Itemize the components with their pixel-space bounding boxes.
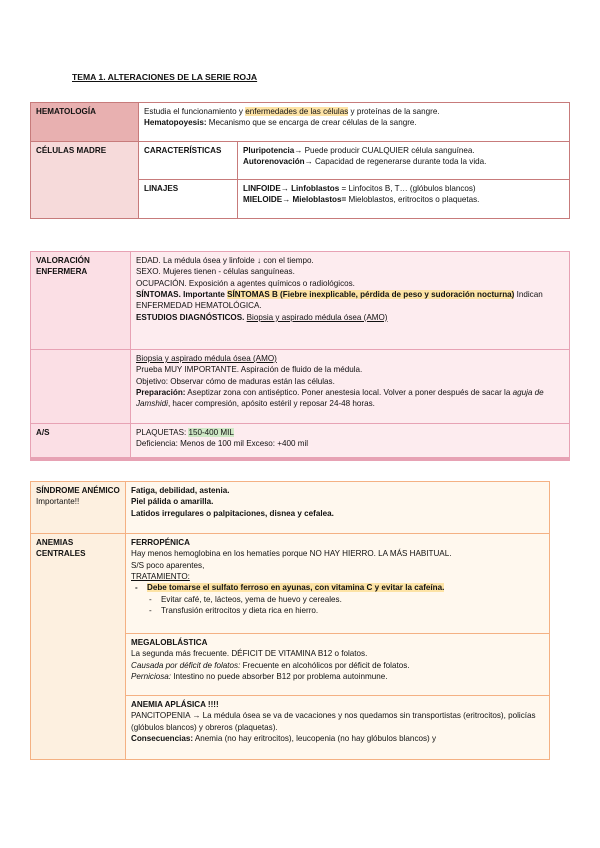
biopsia-value: Biopsia y aspirado médula ósea (AMO) Prueba MUY IMPORTANTE. Aspiración de fluido de la médula. Objetivo: Observar cómo de maduras están las células. Preparación: Aseptizar zona con antiséptico. Poner anestesia local. Volver a poner después de sacar la aguja de Jamshidi, hacer compresión, apósito estéril y reposar 24-48 horas. <box>131 350 570 424</box>
linajes-key: LINAJES <box>139 180 238 219</box>
anemias-key: ANEMIAS CENTRALES <box>31 534 126 760</box>
caracteristicas-value: Pluripotencia→ Puede producir CUALQUIER célula sanguínea. Autorenovación→ Capacidad de regenerarse durante toda la vida. <box>238 142 570 180</box>
aplasica-value: ANEMIA APLÁSICA !!!! PANCITOPENIA → La médula ósea se va de vacaciones y nos quedamos sin transportistas (eritrocitos), policías (glóbulos blancos) y obreros (plaquetas). Consecuencias: Anemia (no hay eritrocitos), leucopenia (no hay glóbulos blancos) y <box>126 696 550 760</box>
anemias-table <box>30 481 550 760</box>
as-value: PLAQUETAS: 150-400 MIL Deficiencia: Menos de 100 mil Exceso: +400 mil <box>131 424 570 459</box>
megaloblastica-value: MEGALOBLÁSTICA La segunda más frecuente. DÉFICIT DE VITAMINA B12 o folatos. Causada por déficit de folatos: Frecuente en alcohólicos por déficit de folatos. Perniciosa: Intestino no puede absorber B12 por problema autoinmune. <box>126 634 550 696</box>
linajes-value: LINFOIDE→ Linfoblastos = Linfocitos B, T… (glóbulos blancos) MIELOIDE→ Mieloblastos= Mieloblastos, eritrocitos o plaquetas. <box>238 180 570 219</box>
caracteristicas-key: CARACTERÍSTICAS <box>139 142 238 180</box>
biopsia-key <box>31 350 131 424</box>
sindrome-value: Fatiga, debilidad, astenia. Piel pálida o amarilla. Latidos irregulares o palpitaciones, disnea y cefalea. <box>126 482 550 534</box>
hematologia-key: HEMATOLOGÍA <box>31 103 139 142</box>
valoracion-table <box>30 251 570 461</box>
hematologia-definition: Estudia el funcionamiento y enfermedades de las células y proteínas de la sangre. Hematopoyesis: Mecanismo que se encarga de crear células de la sangre. <box>139 103 570 142</box>
as-key: A/S <box>31 424 131 459</box>
celulas-madre-key: CÉLULAS MADRE <box>31 142 139 219</box>
sindrome-key: SÍNDROME ANÉMICO Importante!! <box>31 482 126 534</box>
valoracion-key: VALORACIÓN ENFERMERA <box>31 252 131 350</box>
valoracion-value: EDAD. La médula ósea y linfoide ↓ con el tiempo. SEXO. Mujeres tienen - células sanguíneas. OCUPACIÓN. Exposición a agentes químicos o radiológicos. SÍNTOMAS. Importante SÍNTOMAS B (Fiebre inexplicable, pérdida de peso y sudoración nocturna) Indican ENFERMEDAD HEMATOLÓGICA. ESTUDIOS DIAGNÓSTICOS. Biopsia y aspirado médula ósea (AMO) <box>131 252 570 350</box>
hematologia-table <box>30 102 570 219</box>
ferropenica-value: FERROPÉNICA Hay menos hemoglobina en los hematíes porque NO HAY HIERRO. LA MÁS HABITUAL. S/S poco aparentes, TRATAMIENTO: - Debe tomarse el sulfato ferroso en ayunas, con vitamina C y evitar la cafeína. - Evitar café, te, lácteos, yema de huevo y cereales. - Transfusión eritrocitos y dieta rica en hierro. <box>126 534 550 634</box>
page-title: TEMA 1. ALTERACIONES DE LA SERIE ROJA <box>72 72 258 82</box>
